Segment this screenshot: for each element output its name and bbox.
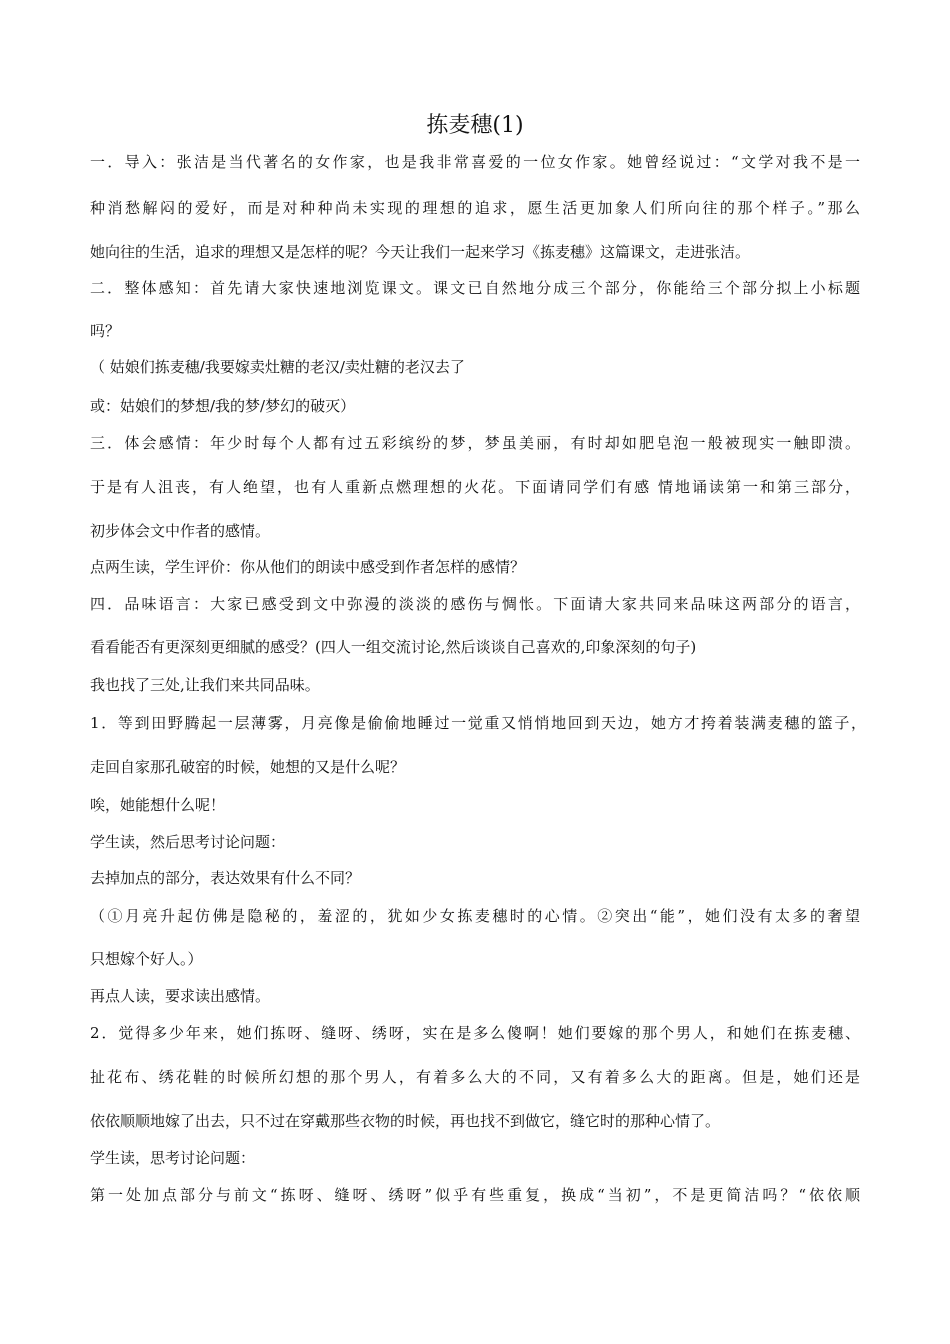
paragraph-line: 依依顺顺地嫁了出去，只不过在穿戴那些衣物的时候，再也找不到做它，缝它时的那种心情了。	[90, 1112, 721, 1130]
paragraph-line: 学生读，然后思考讨论问题：	[90, 833, 286, 851]
document-title: 拣麦穗(1)	[426, 113, 524, 138]
paragraph-line: 初步体会文中作者的感情。	[90, 522, 271, 540]
paragraph-line: 一．导入：张洁是当代著名的女作家，也是我非常喜爱的一位女作家。她曾经说过：“文学对我不是一	[90, 153, 860, 171]
paragraph-line: 看看能否有更深刻更细腻的感受？(四人一组交流讨论,然后谈谈自己喜欢的,印象深刻的句子)	[90, 638, 697, 656]
paragraph-line: 种消愁解闷的爱好，而是对种种尚未实现的理想的追求，愿生活更加象人们所向往的那个样子。”那么	[90, 199, 860, 217]
paragraph-line: 第一处加点部分与前文“拣呀、缝呀、绣呀”似乎有些重复，换成“当初”，不是更简洁吗？“依依顺	[90, 1186, 860, 1204]
paragraph-line: 只想嫁个好人。）	[90, 950, 203, 968]
paragraph-line: 她向往的生活，追求的理想又是怎样的呢？今天让我们一起来学习《拣麦穗》这篇课文，走进张洁。	[90, 243, 751, 261]
paragraph-line: 四．品味语言：大家已感受到文中弥漫的淡淡的感伤与惆怅。下面请大家共同来品味这两部分的语言，	[90, 595, 860, 613]
paragraph-line: 点两生读，学生评价：你从他们的朗读中感受到作者怎样的感情？	[90, 558, 526, 576]
paragraph-line: 三．体会感情：年少时每个人都有过五彩缤纷的梦，梦虽美丽，有时却如肥皂泡一般被现实一触即溃。	[90, 434, 860, 452]
paragraph-line: 吗？	[90, 322, 121, 340]
paragraph-line: 二．整体感知：首先请大家快速地浏览课文。课文已自然地分成三个部分，你能给三个部分拟上小标题	[90, 279, 860, 297]
paragraph-line: 或：姑娘们的梦想/我的梦/梦幻的破灭）	[90, 397, 356, 415]
paragraph-line: 学生读，思考讨论问题：	[90, 1149, 256, 1167]
paragraph-line: 去掉加点的部分，表达效果有什么不同？	[90, 869, 361, 887]
paragraph-line: 我也找了三处,让我们来共同品味。	[90, 676, 320, 694]
paragraph-line: 再点人读，要求读出感情。	[90, 987, 271, 1005]
paragraph-line: 走回自家那孔破窑的时候，她想的又是什么呢？	[90, 758, 406, 776]
paragraph-line: 扯花布、绣花鞋的时候所幻想的那个男人，有着多么大的不同，又有着多么大的距离。但是，她们还是	[90, 1068, 860, 1086]
paragraph-line: （①月亮升起仿佛是隐秘的，羞涩的，犹如少女拣麦穗时的心情。②突出“能”，她们没有太多的奢望	[90, 907, 860, 925]
paragraph-line: 2．觉得多少年来，她们拣呀、缝呀、绣呀，实在是多么傻啊！她们要嫁的那个男人，和她们在拣麦穗、	[90, 1024, 860, 1042]
paragraph-line: 1．等到田野腾起一层薄雾，月亮像是偷偷地睡过一觉重又悄悄地回到天边，她方才挎着装满麦穗的篮子，	[90, 714, 866, 732]
paragraph-line: 于是有人沮丧，有人绝望，也有人重新点燃理想的火花。下面请同学们有感 情地诵读第一和第三部分，	[90, 478, 860, 496]
paragraph-line: 唉，她能想什么呢！	[90, 796, 226, 814]
paragraph-line: （ 姑娘们拣麦穗/我要嫁卖灶糖的老汉/卖灶糖的老汉去了	[90, 358, 465, 376]
